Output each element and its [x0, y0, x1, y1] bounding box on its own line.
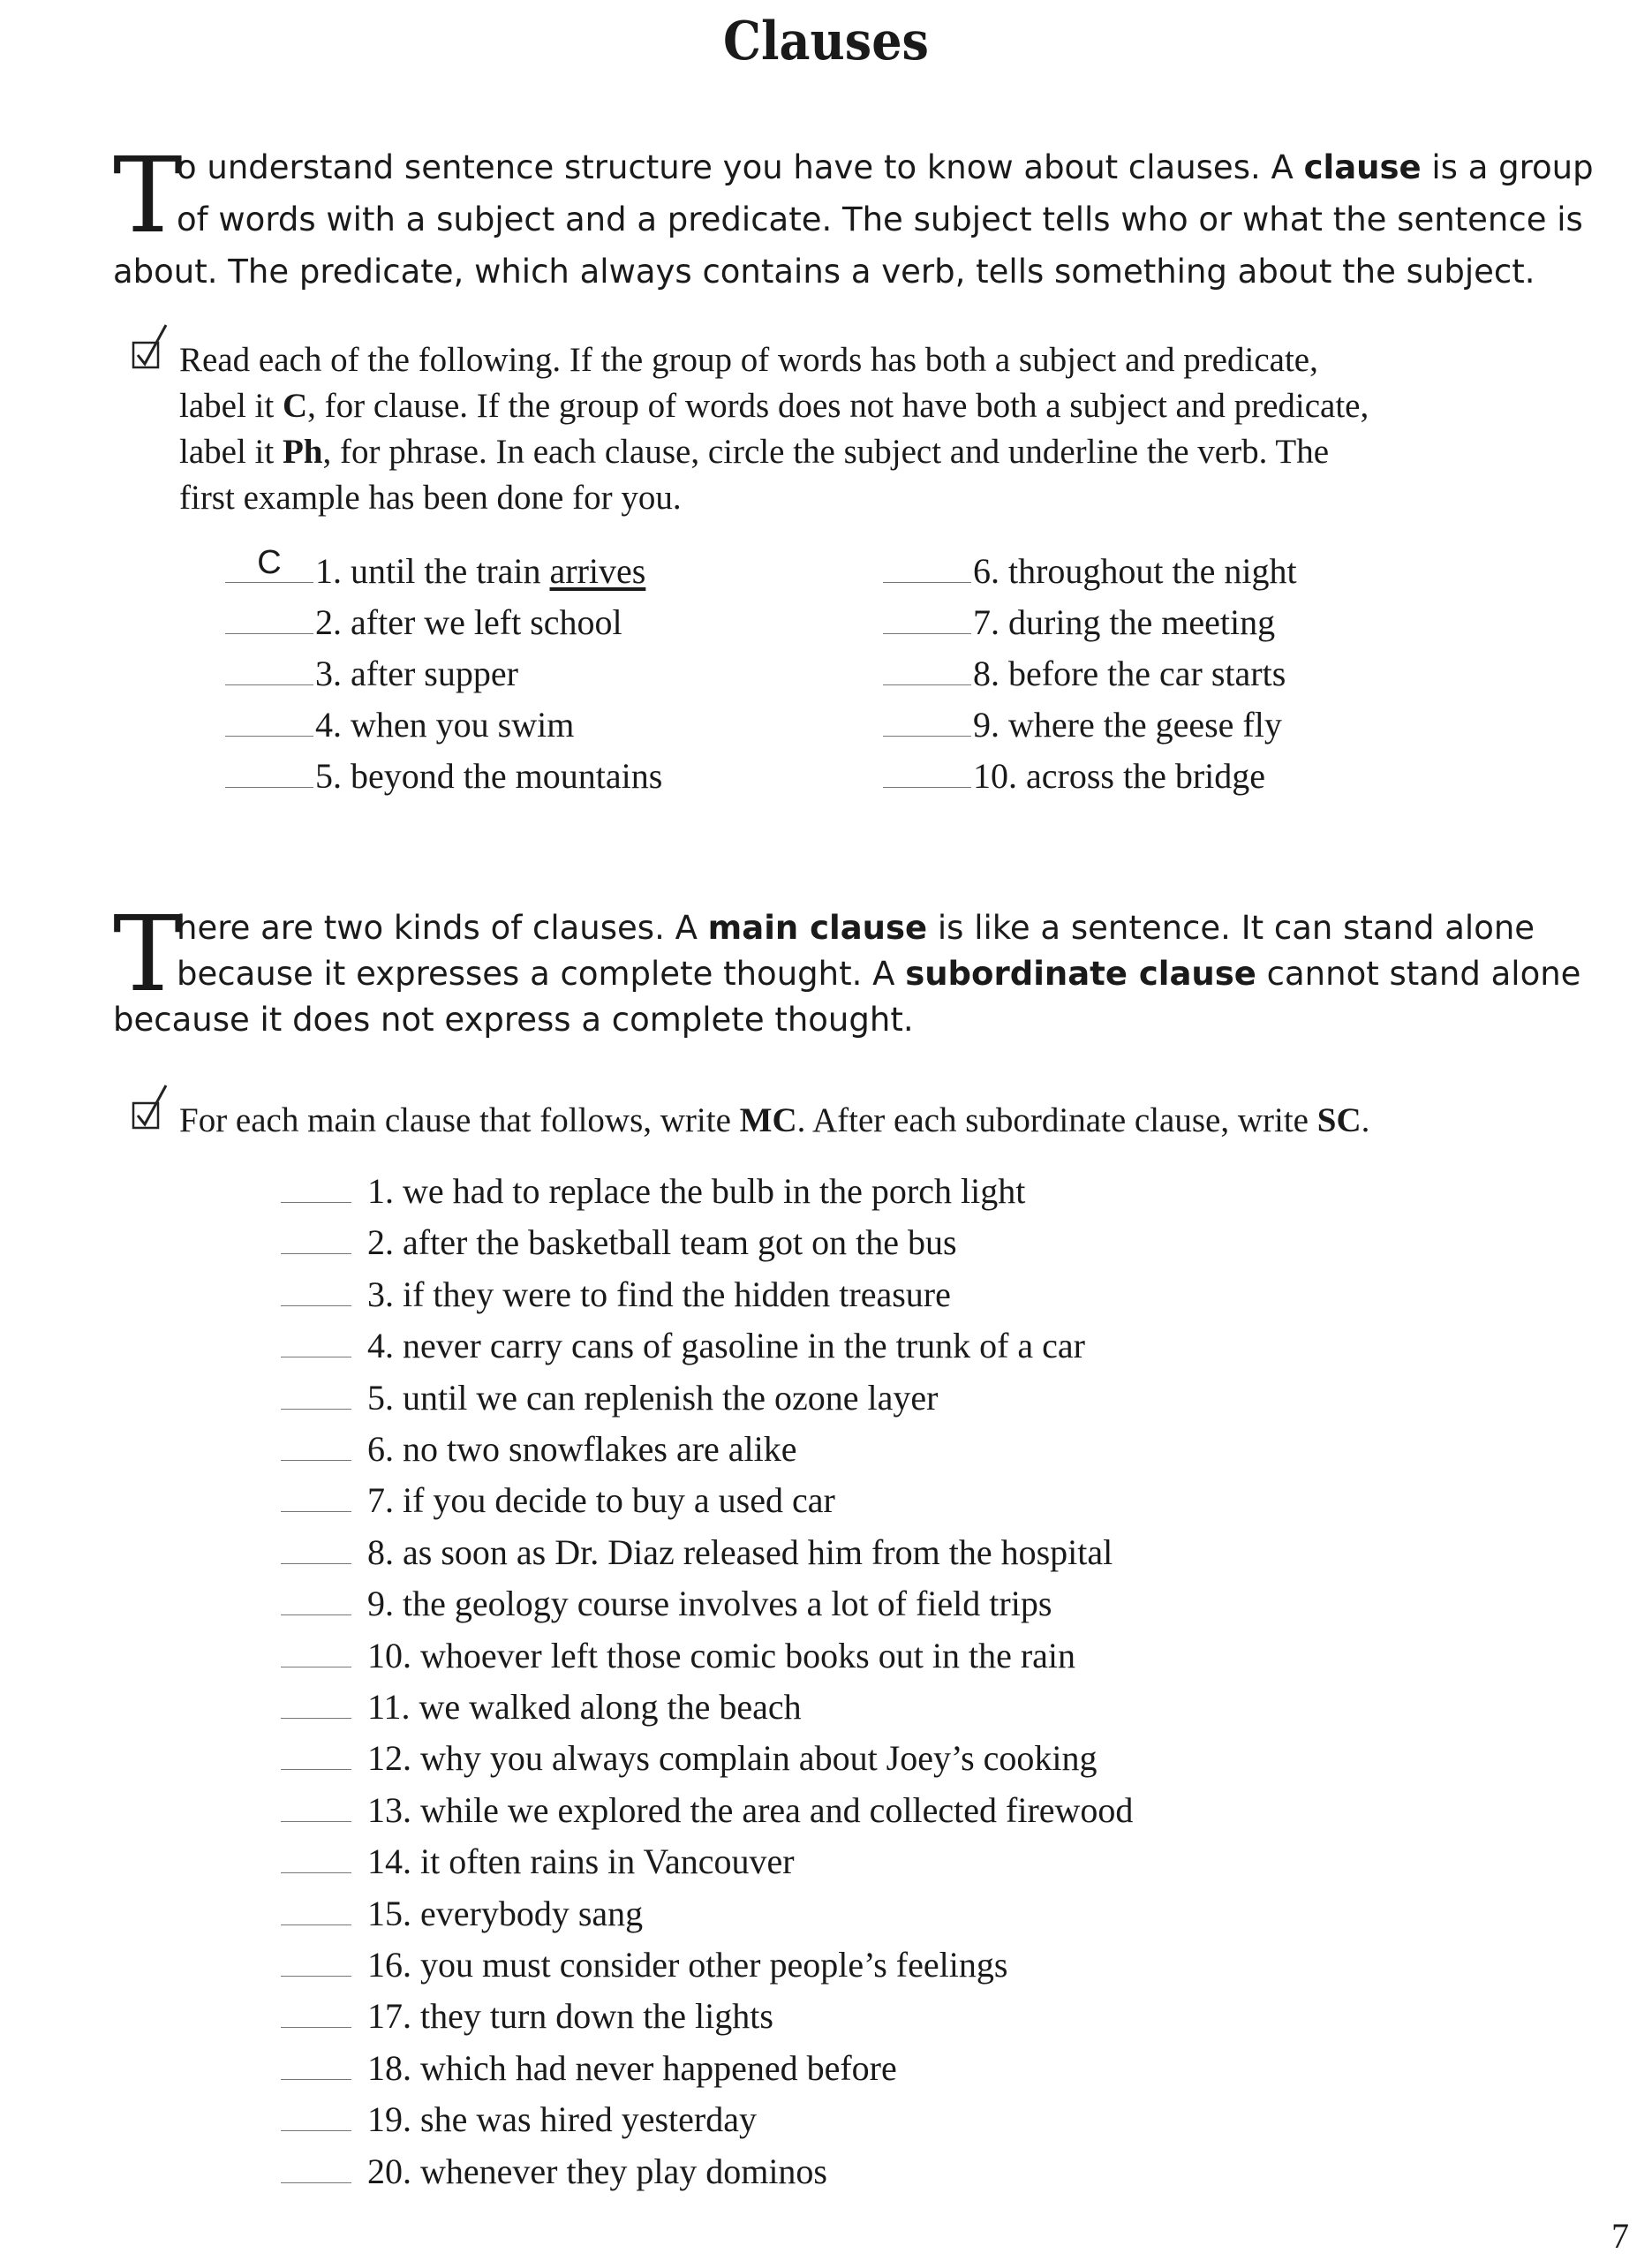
exercise-2-item — [281, 1682, 802, 1733]
answer-blank[interactable] — [883, 550, 971, 583]
text-run: o understand sentence structure you have to know about clauses. A — [177, 148, 1304, 186]
page-title: Clauses — [723, 11, 929, 72]
item-number: 10. — [973, 756, 1017, 796]
item-text: if you decide to buy a used car — [403, 1480, 835, 1520]
paragraph-line — [113, 951, 1581, 997]
bold-term: main clause — [707, 909, 928, 947]
text-run: For each main clause that follows, write — [179, 1101, 740, 1139]
answer-blank[interactable] — [281, 1583, 351, 1615]
exercise-1-item — [883, 546, 1297, 597]
item-text: you must consider other people’s feelings — [420, 1945, 1008, 1985]
exercise-1-item — [225, 546, 645, 597]
exercise-1-item — [883, 648, 1286, 699]
exercise-2-item — [281, 1836, 795, 1887]
exercise-2-item — [281, 1578, 1052, 1630]
item-number: 6. — [367, 1429, 394, 1469]
answer-blank[interactable] — [883, 653, 971, 685]
item-text: as soon as Dr. Diaz released him from the hospital — [403, 1532, 1113, 1572]
answer-blank[interactable] — [281, 1428, 351, 1461]
item-number: 2. — [367, 1222, 394, 1262]
bold-term: subordinate clause — [905, 955, 1256, 993]
item-number: 18. — [367, 2048, 411, 2088]
item-number: 9. — [973, 705, 999, 745]
item-text: whoever left those comic books out in the rain — [420, 1636, 1076, 1675]
answer-blank[interactable] — [281, 1893, 351, 1925]
item-text: we walked along the beach — [419, 1687, 802, 1727]
exercise-2-item — [281, 1475, 835, 1526]
item-text: where the geese fly — [1008, 705, 1282, 745]
answer-blank[interactable] — [281, 1737, 351, 1770]
exercise-1-item — [225, 597, 622, 648]
item-number: 16. — [367, 1945, 411, 1985]
answer-blank[interactable] — [281, 1274, 351, 1306]
bold-term: C — [282, 387, 308, 425]
item-text: until the train — [351, 551, 550, 591]
item-number: 6. — [973, 551, 999, 591]
exercise-2-item — [281, 1940, 1007, 1991]
exercise-2-item — [281, 1733, 1098, 1784]
exercise-1-item — [225, 699, 574, 751]
answer-blank[interactable] — [281, 1325, 351, 1357]
answer-blank[interactable] — [225, 704, 313, 737]
item-number: 10. — [367, 1636, 411, 1675]
text-run: about. The predicate, which always contains a verb, tells something about the subject. — [113, 253, 1535, 291]
text-run: . — [1361, 1101, 1370, 1139]
answer-blank[interactable] — [281, 1635, 351, 1667]
checkbox-check-icon — [131, 321, 175, 374]
paragraph-line — [113, 246, 1543, 298]
item-text: during the meeting — [1008, 602, 1276, 642]
answer-blank[interactable] — [281, 2047, 351, 2080]
answer-blank[interactable] — [281, 1479, 351, 1512]
item-text: before the car starts — [1008, 654, 1286, 693]
text-run: because it does not express a complete thought. — [113, 1001, 914, 1039]
paragraph-line — [113, 905, 1543, 951]
item-text: why you always complain about Joey’s cooking — [420, 1738, 1098, 1778]
item-text: she was hired yesterday — [420, 2099, 757, 2139]
item-text: until we can replenish the ozone layer — [403, 1378, 939, 1418]
instruction-line — [131, 383, 1508, 429]
exercise-1-item — [883, 699, 1282, 751]
answer-blank[interactable] — [281, 1531, 351, 1564]
item-number: 14. — [367, 1841, 411, 1881]
answer-blank[interactable] — [281, 1995, 351, 2028]
item-number: 8. — [973, 654, 999, 693]
exercise-2-item — [281, 1630, 1075, 1682]
answer-blank[interactable] — [281, 1686, 351, 1719]
item-text: if they were to find the hidden treasure — [403, 1274, 951, 1314]
item-number: 3. — [367, 1274, 394, 1314]
item-text: across the bridge — [1026, 756, 1266, 796]
instruction-line — [131, 475, 1508, 521]
answer-blank[interactable] — [281, 1841, 351, 1873]
text-run: label it — [179, 387, 283, 425]
item-number: 8. — [367, 1532, 394, 1572]
item-number: 5. — [315, 756, 342, 796]
item-number: 20. — [367, 2151, 411, 2191]
exercise-2-item — [281, 1320, 1085, 1372]
text-run: first example has been done for you. — [179, 479, 682, 517]
item-text: it often rains in Vancouver — [420, 1841, 795, 1881]
answer-blank[interactable] — [281, 2098, 351, 2131]
text-run: , for clause. If the group of words does not have both a subject and predicate, — [307, 387, 1369, 425]
exercise-2-item — [281, 1527, 1113, 1578]
exercise-2-item — [281, 1217, 957, 1268]
item-number: 2. — [315, 602, 342, 642]
answer-blank[interactable] — [281, 1789, 351, 1822]
instruction-line — [131, 429, 1508, 475]
instruction-line — [131, 337, 1508, 383]
intro-paragraph-clauses — [113, 134, 1594, 298]
item-number: 12. — [367, 1738, 411, 1778]
paragraph-line — [113, 193, 1583, 246]
page-number: 7 — [1611, 2216, 1629, 2256]
item-number: 4. — [367, 1326, 394, 1365]
exercise-2-item — [281, 1888, 643, 1940]
item-text: throughout the night — [1008, 551, 1297, 591]
answer-blank[interactable] — [225, 755, 313, 788]
item-number: 7. — [367, 1480, 394, 1520]
text-run: is a group — [1421, 148, 1594, 186]
text-run: label it — [179, 433, 283, 471]
item-text: after supper — [351, 654, 518, 693]
exercise-2-item — [281, 1269, 951, 1320]
bold-term: Ph — [282, 433, 323, 471]
answer-blank[interactable] — [225, 601, 313, 634]
exercise-1-item — [883, 597, 1275, 648]
exercise-1-item — [225, 751, 662, 802]
item-number: 11. — [367, 1687, 411, 1727]
item-text: while we explored the area and collected firewood — [420, 1790, 1134, 1830]
exercise-2-item — [281, 1991, 773, 2042]
item-number: 4. — [315, 705, 342, 745]
exercise-2-item — [281, 2146, 827, 2197]
item-number: 7. — [973, 602, 999, 642]
exercise-1-instructions — [131, 337, 1508, 521]
answer-blank[interactable] — [281, 1944, 351, 1977]
item-number: 1. — [315, 551, 342, 591]
text-run: . After each subordinate clause, write — [796, 1101, 1317, 1139]
item-number: 1. — [367, 1171, 394, 1211]
item-text: never carry cans of gasoline in the trunk of a car — [403, 1326, 1085, 1365]
exercise-1-item — [225, 648, 518, 699]
exercise-2-item — [281, 2043, 897, 2094]
item-text: whenever they play dominos — [420, 2151, 827, 2191]
paragraph-line — [113, 141, 1594, 193]
text-run: , for phrase. In each clause, circle the subject and underline the verb. The — [322, 433, 1330, 471]
text-run: here are two kinds of clauses. A — [177, 909, 708, 947]
intro-paragraph-kinds-of-clauses — [113, 893, 1581, 1043]
answer-blank[interactable] — [883, 704, 971, 737]
bold-term: clause — [1303, 148, 1422, 186]
item-text: beyond the mountains — [351, 756, 663, 796]
answer-blank[interactable] — [883, 755, 971, 788]
exercise-2-instructions — [131, 1098, 1508, 1144]
underlined-verb: arrives — [549, 551, 646, 591]
answer-text: C — [257, 544, 282, 581]
drop-cap: T — [113, 893, 183, 1015]
item-number: 15. — [367, 1894, 411, 1933]
exercise-2-item — [281, 1424, 797, 1475]
answer-blank[interactable] — [281, 1221, 351, 1254]
checkbox-check-icon — [131, 1082, 175, 1135]
item-text: which had never happened before — [420, 2048, 897, 2088]
item-text: after we left school — [351, 602, 622, 642]
item-number: 19. — [367, 2099, 411, 2139]
item-text: after the basketball team got on the bus — [403, 1222, 957, 1262]
item-text: we had to replace the bulb in the porch light — [403, 1171, 1026, 1211]
item-text: no two snowflakes are alike — [403, 1429, 797, 1469]
text-run: Read each of the following. If the group of words has both a subject and predicate, — [179, 341, 1318, 379]
item-number: 5. — [367, 1378, 394, 1418]
item-number: 3. — [315, 654, 342, 693]
exercise-1-item — [883, 751, 1265, 802]
drop-cap: T — [113, 134, 183, 256]
text-run: because it expresses a complete thought. A — [177, 955, 906, 993]
answer-blank[interactable] — [883, 601, 971, 634]
exercise-2-item — [281, 2094, 757, 2145]
item-number: 17. — [367, 1996, 411, 2036]
answer-blank[interactable] — [281, 1377, 351, 1410]
paragraph-line — [113, 997, 1543, 1043]
item-text: the geology course involves a lot of field trips — [403, 1584, 1052, 1623]
answer-blank[interactable] — [225, 544, 313, 583]
answer-blank[interactable] — [281, 2151, 351, 2183]
answer-blank[interactable] — [225, 653, 313, 685]
exercise-2-item — [281, 1166, 1025, 1217]
item-text: when you swim — [351, 705, 575, 745]
item-number: 9. — [367, 1584, 394, 1623]
bold-term: MC — [739, 1101, 797, 1139]
item-text: they turn down the lights — [420, 1996, 773, 2036]
text-run: of words with a subject and a predicate. The subject tells who or what the sentence is — [177, 200, 1583, 238]
text-run: cannot stand alone — [1256, 955, 1581, 993]
exercise-2-item — [281, 1785, 1133, 1836]
instruction-line — [131, 1098, 1508, 1144]
answer-blank[interactable] — [281, 1170, 351, 1203]
exercise-2-item — [281, 1372, 938, 1424]
text-run: is like a sentence. It can stand alone — [927, 909, 1535, 947]
item-text: everybody sang — [420, 1894, 644, 1933]
item-number: 13. — [367, 1790, 411, 1830]
bold-term: SC — [1316, 1101, 1362, 1139]
